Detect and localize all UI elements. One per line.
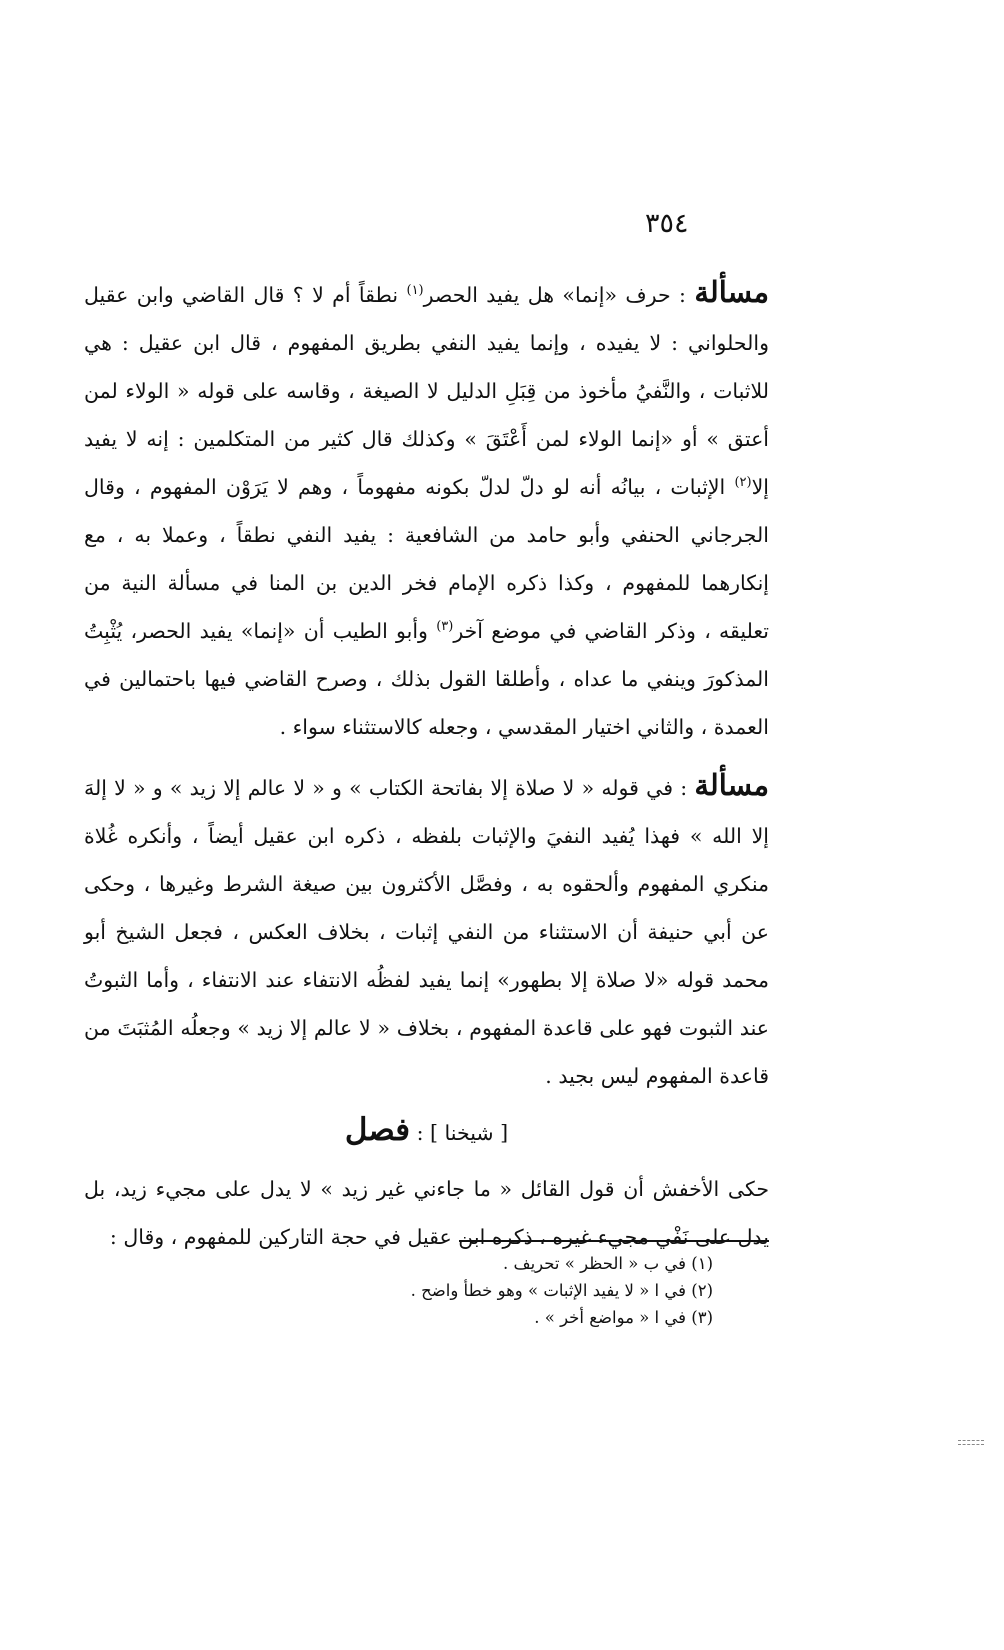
footnote-1: (١) في ب « الحظر » تحريف . xyxy=(503,1254,713,1273)
paragraph-3: حكى الأخفش أن قول القائل « ما جاءني غير زيد » لا يدل على مجيء زيد، بل يدل على نَفْي مجيء غيره ، ذكره ابن عقيل في حجة التاركين للمفهوم ، وقال : xyxy=(84,1177,769,1249)
paragraph-text: : في قوله « لا صلاة إلا بفاتحة الكتاب » و « لا عالم إلا زيد » و « لا إلهَ إلا الله » فهذا يُفيد النفيَ والإثبات بلفظه ، ذكره ابن عقيل أيضاً ، وأنكره غُلاة منكري المفهوم وألحقوه به ، وفصَّل الأكثرون بين صيغة الشرط وغيرها ، وحكى عن أبي حنيفة أن الاستثناء من النفي إثبات ، بخلاف العكس ، فجعل الشيخ أبو محمد قوله «لا صلاة إلا بطهور» إنما يفيد لفظُه الانتفاء عند الانتفاء ، وأما الثبوتُ عند الثبوت فهو على قاعدة المفهوم ، بخلاف « لا عالم إلا زيد » وجعلُه المُثبَتَ من قاعدة المفهوم ليس بجيد . xyxy=(84,776,769,1088)
fasl-word: فصل xyxy=(344,1112,411,1148)
scan-margin-mark xyxy=(958,1440,984,1445)
footnote-ref: (٣) xyxy=(436,619,454,635)
footnote-ref: (١) xyxy=(406,283,424,299)
main-text xyxy=(84,268,769,1261)
footnotes xyxy=(340,1250,713,1331)
fasl-heading xyxy=(84,1106,769,1157)
page-number: ٣٥٤ xyxy=(645,208,689,239)
footnote-2: (٢) في ا « لا يفيد الإثبات » وهو خطأ واضح . xyxy=(410,1281,713,1300)
fasl-bracket: [ شيخنا ] : xyxy=(416,1121,509,1145)
section-heading: مسألة xyxy=(694,275,769,309)
footnote-ref: (٢) xyxy=(734,475,752,491)
paragraph-text: نطقاً أم لا ؟ قال القاضي وابن عقيل والحلواني : لا يفيده ، وإنما يفيد النفي بطريق المفهوم ، قال ابن عقيل : هي للاثبات ، والنَّفيُ مأخوذ من قِبَلِ الدليل لا الصيغة ، وقاسه على قوله « الولاء لمن أعتق » أو «إنما الولاء لمن أَعْتَقَ » وكذلك قال كثير من المتكلمين : إنه لا يفيد إلا xyxy=(84,283,769,499)
paragraph-text: الإثبات ، بيانُه أنه لو دلّ لدلّ بكونه مفهوماً ، وهم لا يَرَوْن المفهوم ، وقال الجرجاني الحنفي وأبو حامد من الشافعية : يفيد النفي نطقاً ، وعملا به ، مع إنكارهما للمفهوم ، وكذا ذكره الإمام فخر الدين بن المنا في مسألة النية من تعليقه ، وذكر القاضي في موضع آخر xyxy=(84,475,769,643)
paragraph-1 xyxy=(84,268,769,751)
paragraph-2 xyxy=(84,761,769,1100)
footnote-divider xyxy=(459,1240,769,1242)
section-heading: مسألة xyxy=(694,768,769,802)
footnote-3: (٣) في ا « مواضع أخر » . xyxy=(534,1308,713,1327)
paragraph-text: : حرف «إنما» هل يفيد الحصر xyxy=(423,283,686,307)
paragraph-text: وأبو الطيب أن «إنما» يفيد الحصر، يُثْبِتُ المذكورَ وينفي ما عداه ، وأطلقا القول بذلك ، وصرح القاضي فيها باحتمالين في العمدة ، والثاني اختيار المقدسي ، وجعله كالاستثناء سواء . xyxy=(84,619,769,739)
